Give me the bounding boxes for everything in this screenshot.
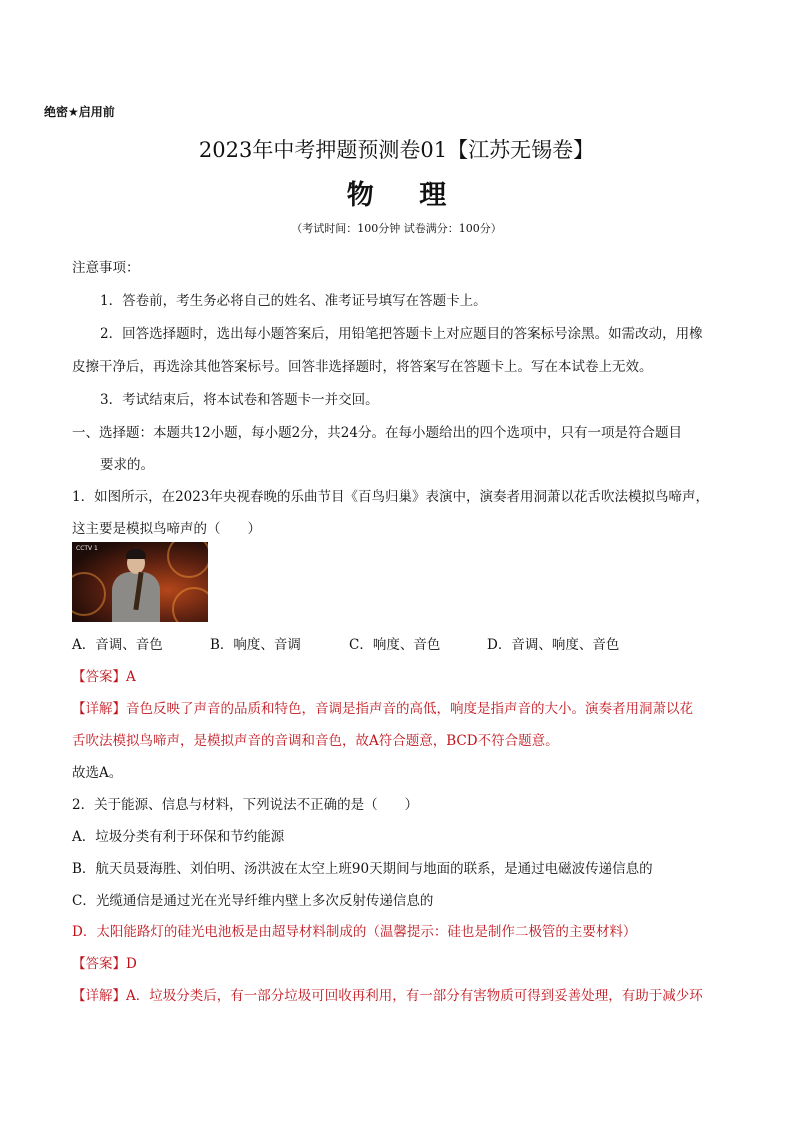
q1-stem: 1．如图所示，在2023年央视春晚的乐曲节目《百鸟归巢》表演中，演奏者用洞萧以花舌吹法模拟鸟啼声，	[72, 489, 709, 505]
q2-option-b: B．航天员聂海胜、刘伯明、汤洪波在太空上班90天期间与地面的联系，是通过电磁波传递信息的	[72, 861, 653, 877]
q2-detail: 【详解】A．垃圾分类后，有一部分垃圾可回收再利用，有一部分有害物质可得到妥善处理，有助于减少环	[72, 988, 703, 1004]
q1-option-d: D．音调、响度、音色	[487, 637, 620, 653]
section-heading: 一、选择题：本题共12小题，每小题2分，共24分。在每小题给出的四个选项中，只有一项是符合题目	[72, 425, 682, 441]
confidential-label: 绝密★启用前	[44, 105, 115, 119]
q2-answer: 【答案】D	[72, 956, 137, 972]
q1-detail: 【详解】音色反映了声音的品质和特色，音调是指声音的高低，响度是指声音的大小。演奏者用洞萧以花	[72, 701, 693, 717]
q1-option-a: A．音调、音色	[72, 637, 163, 653]
q1-detail-cont: 舌吹法模拟鸟啼声，是模拟声音的音调和音色，故A符合题意，BCD不符合题意。	[72, 733, 559, 749]
note-item-3: 3．考试结束后，将本试卷和答题卡一并交回。	[100, 392, 379, 408]
note-item-2-cont: 皮擦干净后，再选涂其他答案标号。回答非选择题时，将答案写在答题卡上。写在本试卷上无效。	[72, 359, 653, 375]
exam-title: 2023年中考押题预测卷01【江苏无锡卷】	[198, 138, 595, 162]
q2-option-a: A．垃圾分类有利于环保和节约能源	[72, 829, 285, 845]
subject-title: 物 理	[346, 180, 465, 211]
notes-heading: 注意事项：	[72, 260, 140, 276]
section-heading-cont: 要求的。	[100, 457, 154, 473]
q1-performance-photo	[72, 542, 208, 622]
note-item-1: 1．答卷前，考生务必将自己的姓名、准考证号填写在答题卡上。	[100, 293, 487, 309]
q1-option-b: B．响度、音调	[210, 637, 301, 653]
q2-option-c: C．光缆通信是通过光在光导纤维内壁上多次反射传递信息的	[72, 893, 434, 909]
q2-option-d: D．太阳能路灯的硅光电池板是由超导材料制成的（温馨提示：硅也是制作二极管的主要材料）	[72, 924, 637, 940]
q1-conclusion: 故选A。	[72, 765, 123, 781]
exam-info: （考试时间：100分钟 试卷满分：100分）	[291, 222, 502, 235]
q2-stem: 2．关于能源、信息与材料，下列说法不正确的是（ ）	[72, 797, 419, 813]
q1-option-c: C．响度、音色	[349, 637, 441, 653]
cctv-logo: CCTV 1	[76, 545, 98, 552]
note-item-2: 2．回答选择题时，选出每小题答案后，用铅笔把答题卡上对应题目的答案标号涂黑。如需改动，用橡	[100, 326, 703, 342]
q1-answer: 【答案】A	[72, 669, 136, 685]
q1-stem-cont: 这主要是模拟鸟啼声的（ ）	[72, 521, 261, 537]
